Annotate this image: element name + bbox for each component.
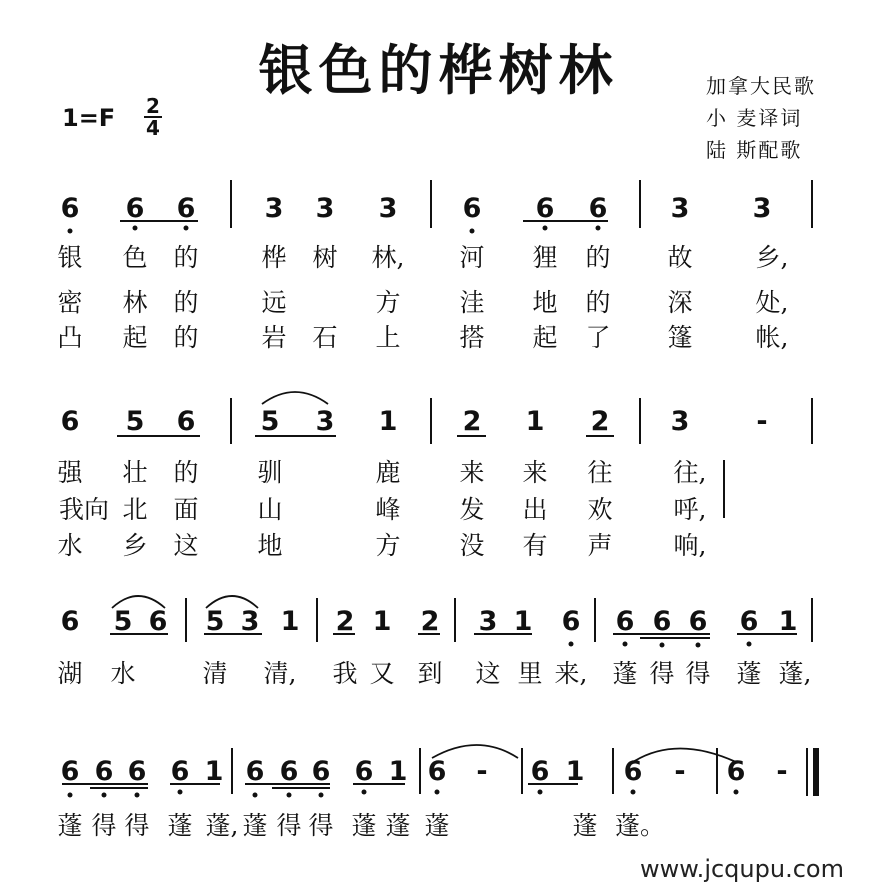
time-signature-denominator: 4 [146,116,160,140]
lyric-syllable: 方 [375,288,401,317]
lyric-syllable: 深 [667,288,693,317]
note: 3 [478,606,498,637]
credit-origin: 加拿大民歌 [706,74,816,98]
note: 6 [726,756,746,787]
lyric-syllable: 没 [459,531,485,560]
lyric-syllable: 响, [673,531,707,560]
lyric-syllable: 蓬 [736,659,762,688]
lyric-syllable: 洼 [459,288,485,317]
low-octave-dot [569,642,574,647]
note: 6 [311,756,331,787]
lyric-syllable: 地 [532,288,558,317]
low-octave-dot [623,642,628,647]
low-octave-dot [631,790,636,795]
lyric-syllable: 色 [122,243,148,272]
credit-arrangement: 陆 斯配歌 [706,138,803,162]
lyric-syllable: 银 [57,243,83,272]
lyric-syllable: 得 [276,811,302,840]
lyric-syllable: 清, [263,659,297,688]
lyric-syllable: 篷 [667,323,693,352]
note: - [674,756,686,787]
lyric-syllable: 来 [522,458,548,487]
lyric-syllable: 远 [261,288,287,317]
lyric-syllable: 蓬 [385,811,411,840]
low-octave-dot [184,226,189,231]
note: 6 [588,193,608,224]
lyric-syllable: 得 [649,659,675,688]
lyric-syllable: 蓬, [205,811,239,840]
lyric-syllable: 欢 [587,495,613,524]
low-octave-dot [696,643,701,648]
time-signature-numerator: 2 [146,94,160,118]
note: 1 [525,406,545,437]
note: 6 [530,756,550,787]
note: 6 [60,606,80,637]
note: 3 [670,406,690,437]
low-octave-dot [747,642,752,647]
lyric-syllable: 凸 [57,323,83,352]
note: 6 [60,193,80,224]
lyric-syllable: 的 [585,243,611,272]
lyric-syllable: 壮 [122,458,148,487]
note: 6 [652,606,672,637]
lyric-syllable: 的 [173,243,199,272]
lyric-syllable: 蓬 [612,659,638,688]
lyric-syllable: 乡, [755,243,789,272]
lyric-syllable: 地 [257,531,283,560]
lyric-syllable: 的 [173,288,199,317]
lyric-syllable: 密 [57,288,83,317]
note: 2 [335,606,355,637]
note: 6 [170,756,190,787]
note: 1 [513,606,533,637]
lyric-syllable: 又 [369,659,395,688]
note: 6 [561,606,581,637]
low-octave-dot [135,793,140,798]
note: 2 [462,406,482,437]
note: - [476,756,488,787]
lyric-syllable: 的 [585,288,611,317]
note: 6 [688,606,708,637]
note: - [776,756,788,787]
note: 1 [372,606,392,637]
low-octave-dot [362,790,367,795]
lyric-syllable: 起 [532,323,558,352]
lyric-syllable: 起 [122,323,148,352]
lyric-syllable: 的 [173,323,199,352]
low-octave-dot [435,790,440,795]
low-octave-dot [253,793,258,798]
song-title: 银色的桦树林 [258,39,619,102]
final-barline-thick [813,748,819,796]
note: 6 [739,606,759,637]
low-octave-dot [538,790,543,795]
lyric-syllable: 北 [122,495,148,524]
lyric-syllable: 帐, [755,323,789,352]
slur [262,392,328,404]
lyric-syllable: 得 [91,811,117,840]
low-octave-dot [178,790,183,795]
note: 1 [388,756,408,787]
lyric-syllable: 往 [587,458,613,487]
lyric-syllable: 搭 [459,323,485,352]
note: 6 [176,193,196,224]
credit-lyrics: 小 麦译词 [706,106,803,130]
lyric-syllable: 石 [312,323,338,352]
note: 6 [427,756,447,787]
lyric-syllable: 蓬 [57,811,83,840]
lyric-syllable: 岩 [261,323,287,352]
lyric-syllable: 蓬 [167,811,193,840]
key-signature: 1=F [62,104,116,132]
note: 3 [378,193,398,224]
lyric-syllable: 水 [57,531,83,560]
lyric-syllable: 处, [755,288,789,317]
lyric-syllable: 这 [475,659,501,688]
lyric-syllable: 桦 [261,243,287,272]
low-octave-dot [68,229,73,234]
lyric-syllable: 有 [522,531,548,560]
note: 6 [462,193,482,224]
lyric-syllable: 得 [124,811,150,840]
note: 6 [535,193,555,224]
lyric-syllable: 林 [122,288,148,317]
low-octave-dot [660,643,665,648]
lyric-syllable: 蓬。 [614,811,666,840]
lyric-syllable: 这 [173,531,199,560]
lyric-syllable: 发 [459,495,485,524]
low-octave-dot [734,790,739,795]
lyric-syllable: 蓬 [572,811,598,840]
lyric-syllable: 来 [459,458,485,487]
low-octave-dot [543,226,548,231]
note: 6 [94,756,114,787]
watermark: www.jcqupu.com [640,855,844,883]
lyric-syllable: 面 [173,495,199,524]
note: - [756,406,768,437]
lyric-syllable: 狸 [532,243,558,272]
note: 3 [240,606,260,637]
lyric-syllable: 往, [673,458,707,487]
low-octave-dot [68,793,73,798]
lyric-syllable: 得 [308,811,334,840]
note: 1 [280,606,300,637]
note: 6 [176,406,196,437]
lyric-syllable: 林, [371,243,405,272]
lyric-syllable: 蓬 [424,811,450,840]
note: 6 [623,756,643,787]
lyric-syllable: 鹿 [375,458,401,487]
lyric-syllable: 树 [312,243,338,272]
lyric-syllable: 驯 [257,458,283,487]
lyric-syllable: 蓬, [778,659,812,688]
note: 1 [204,756,224,787]
lyric-syllable: 蓬 [351,811,377,840]
lyric-syllable: 出 [522,495,548,524]
note: 6 [127,756,147,787]
low-octave-dot [319,793,324,798]
lyric-syllable: 来, [554,659,588,688]
note: 1 [778,606,798,637]
lyric-syllable: 里 [517,659,543,688]
note: 3 [315,193,335,224]
lyric-syllable: 我 [332,659,358,688]
note: 5 [260,406,280,437]
lyric-syllable: 清 [202,659,228,688]
note: 6 [615,606,635,637]
lyric-syllable: 上 [375,323,401,352]
lyric-syllable: 声 [587,531,613,560]
note: 6 [245,756,265,787]
lyric-syllable: 得 [685,659,711,688]
note: 1 [378,406,398,437]
note: 2 [590,406,610,437]
note: 6 [354,756,374,787]
lyric-syllable: 水 [110,659,136,688]
low-octave-dot [287,793,292,798]
note: 1 [565,756,585,787]
lyric-syllable: 方 [375,531,401,560]
note: 3 [315,406,335,437]
lyric-syllable: 到 [417,659,443,688]
lyric-syllable: 湖 [57,659,83,688]
note: 3 [264,193,284,224]
note: 6 [125,193,145,224]
note: 5 [205,606,225,637]
note: 6 [60,756,80,787]
lyric-syllable: 故 [667,243,693,272]
note: 6 [148,606,168,637]
note: 6 [279,756,299,787]
note: 2 [420,606,440,637]
note: 3 [670,193,690,224]
note: 6 [60,406,80,437]
lyric-syllable: 峰 [375,495,401,524]
lyric-syllable: 呼, [673,495,707,524]
lyric-syllable: 我向 [58,495,110,524]
note: 5 [125,406,145,437]
lyric-syllable: 河 [459,243,485,272]
note: 3 [752,193,772,224]
low-octave-dot [102,793,107,798]
lyric-syllable: 蓬 [242,811,268,840]
lyric-syllable: 强 [57,458,83,487]
lyric-syllable: 了 [585,323,611,352]
low-octave-dot [470,229,475,234]
lyric-syllable: 山 [257,495,283,524]
lyric-syllable: 乡 [122,531,148,560]
low-octave-dot [596,226,601,231]
note: 5 [113,606,133,637]
lyric-syllable: 的 [173,458,199,487]
low-octave-dot [133,226,138,231]
